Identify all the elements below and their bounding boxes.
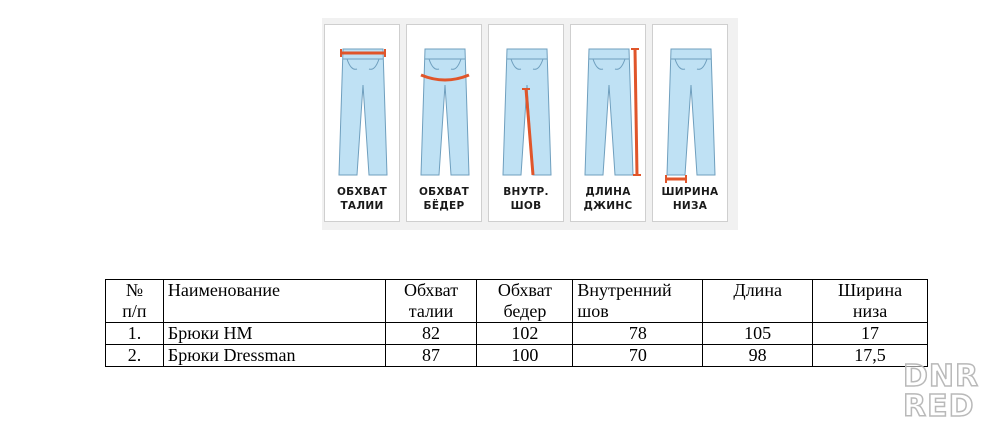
row-length: 98 [703, 345, 813, 367]
row-number: 2. [106, 345, 164, 367]
header-number: № п/п [106, 280, 164, 323]
table-row [106, 345, 928, 367]
caption-length: ДЛИНА ДЖИНС [583, 186, 633, 212]
header-hips: Обхват бедер [477, 280, 573, 323]
header-length: Длина [703, 280, 813, 323]
row-inseam: 70 [573, 345, 703, 367]
card-waist [324, 24, 400, 222]
row-waist: 87 [385, 345, 477, 367]
jeans-hem-icon [653, 25, 729, 185]
header-inseam: Внутренний шов [573, 280, 703, 323]
header-waist: Обхват талии [385, 280, 477, 323]
row-name: Брюки HM [163, 323, 385, 345]
row-length: 105 [703, 323, 813, 345]
jeans-hips-icon [407, 25, 483, 185]
card-hem [652, 24, 728, 222]
table-row [106, 323, 928, 345]
jeans-inseam-icon [489, 25, 565, 185]
card-inseam [488, 24, 564, 222]
card-hips [406, 24, 482, 222]
card-length [570, 24, 646, 222]
row-inseam: 78 [573, 323, 703, 345]
row-hem: 17 [813, 323, 928, 345]
caption-inseam: ВНУТР. ШОВ [503, 186, 549, 212]
size-table [105, 279, 928, 367]
row-hem: 17,5 [813, 345, 928, 367]
row-hips: 102 [477, 323, 573, 345]
jeans-waist-icon [325, 25, 401, 185]
row-waist: 82 [385, 323, 477, 345]
caption-hips: ОБХВАТ БЁДЕР [418, 186, 470, 212]
measurement-guide [322, 18, 738, 230]
caption-waist: ОБХВАТ ТАЛИИ [336, 186, 388, 212]
row-name: Брюки Dressman [163, 345, 385, 367]
header-hem: Ширина низа [813, 280, 928, 323]
watermark-logo: DNR RED [903, 359, 980, 424]
row-number: 1. [106, 323, 164, 345]
table-header-row [106, 280, 928, 323]
header-name: Наименование [163, 280, 385, 323]
row-hips: 100 [477, 345, 573, 367]
caption-hem: ШИРИНА НИЗА [661, 186, 719, 212]
jeans-length-icon [571, 25, 647, 185]
